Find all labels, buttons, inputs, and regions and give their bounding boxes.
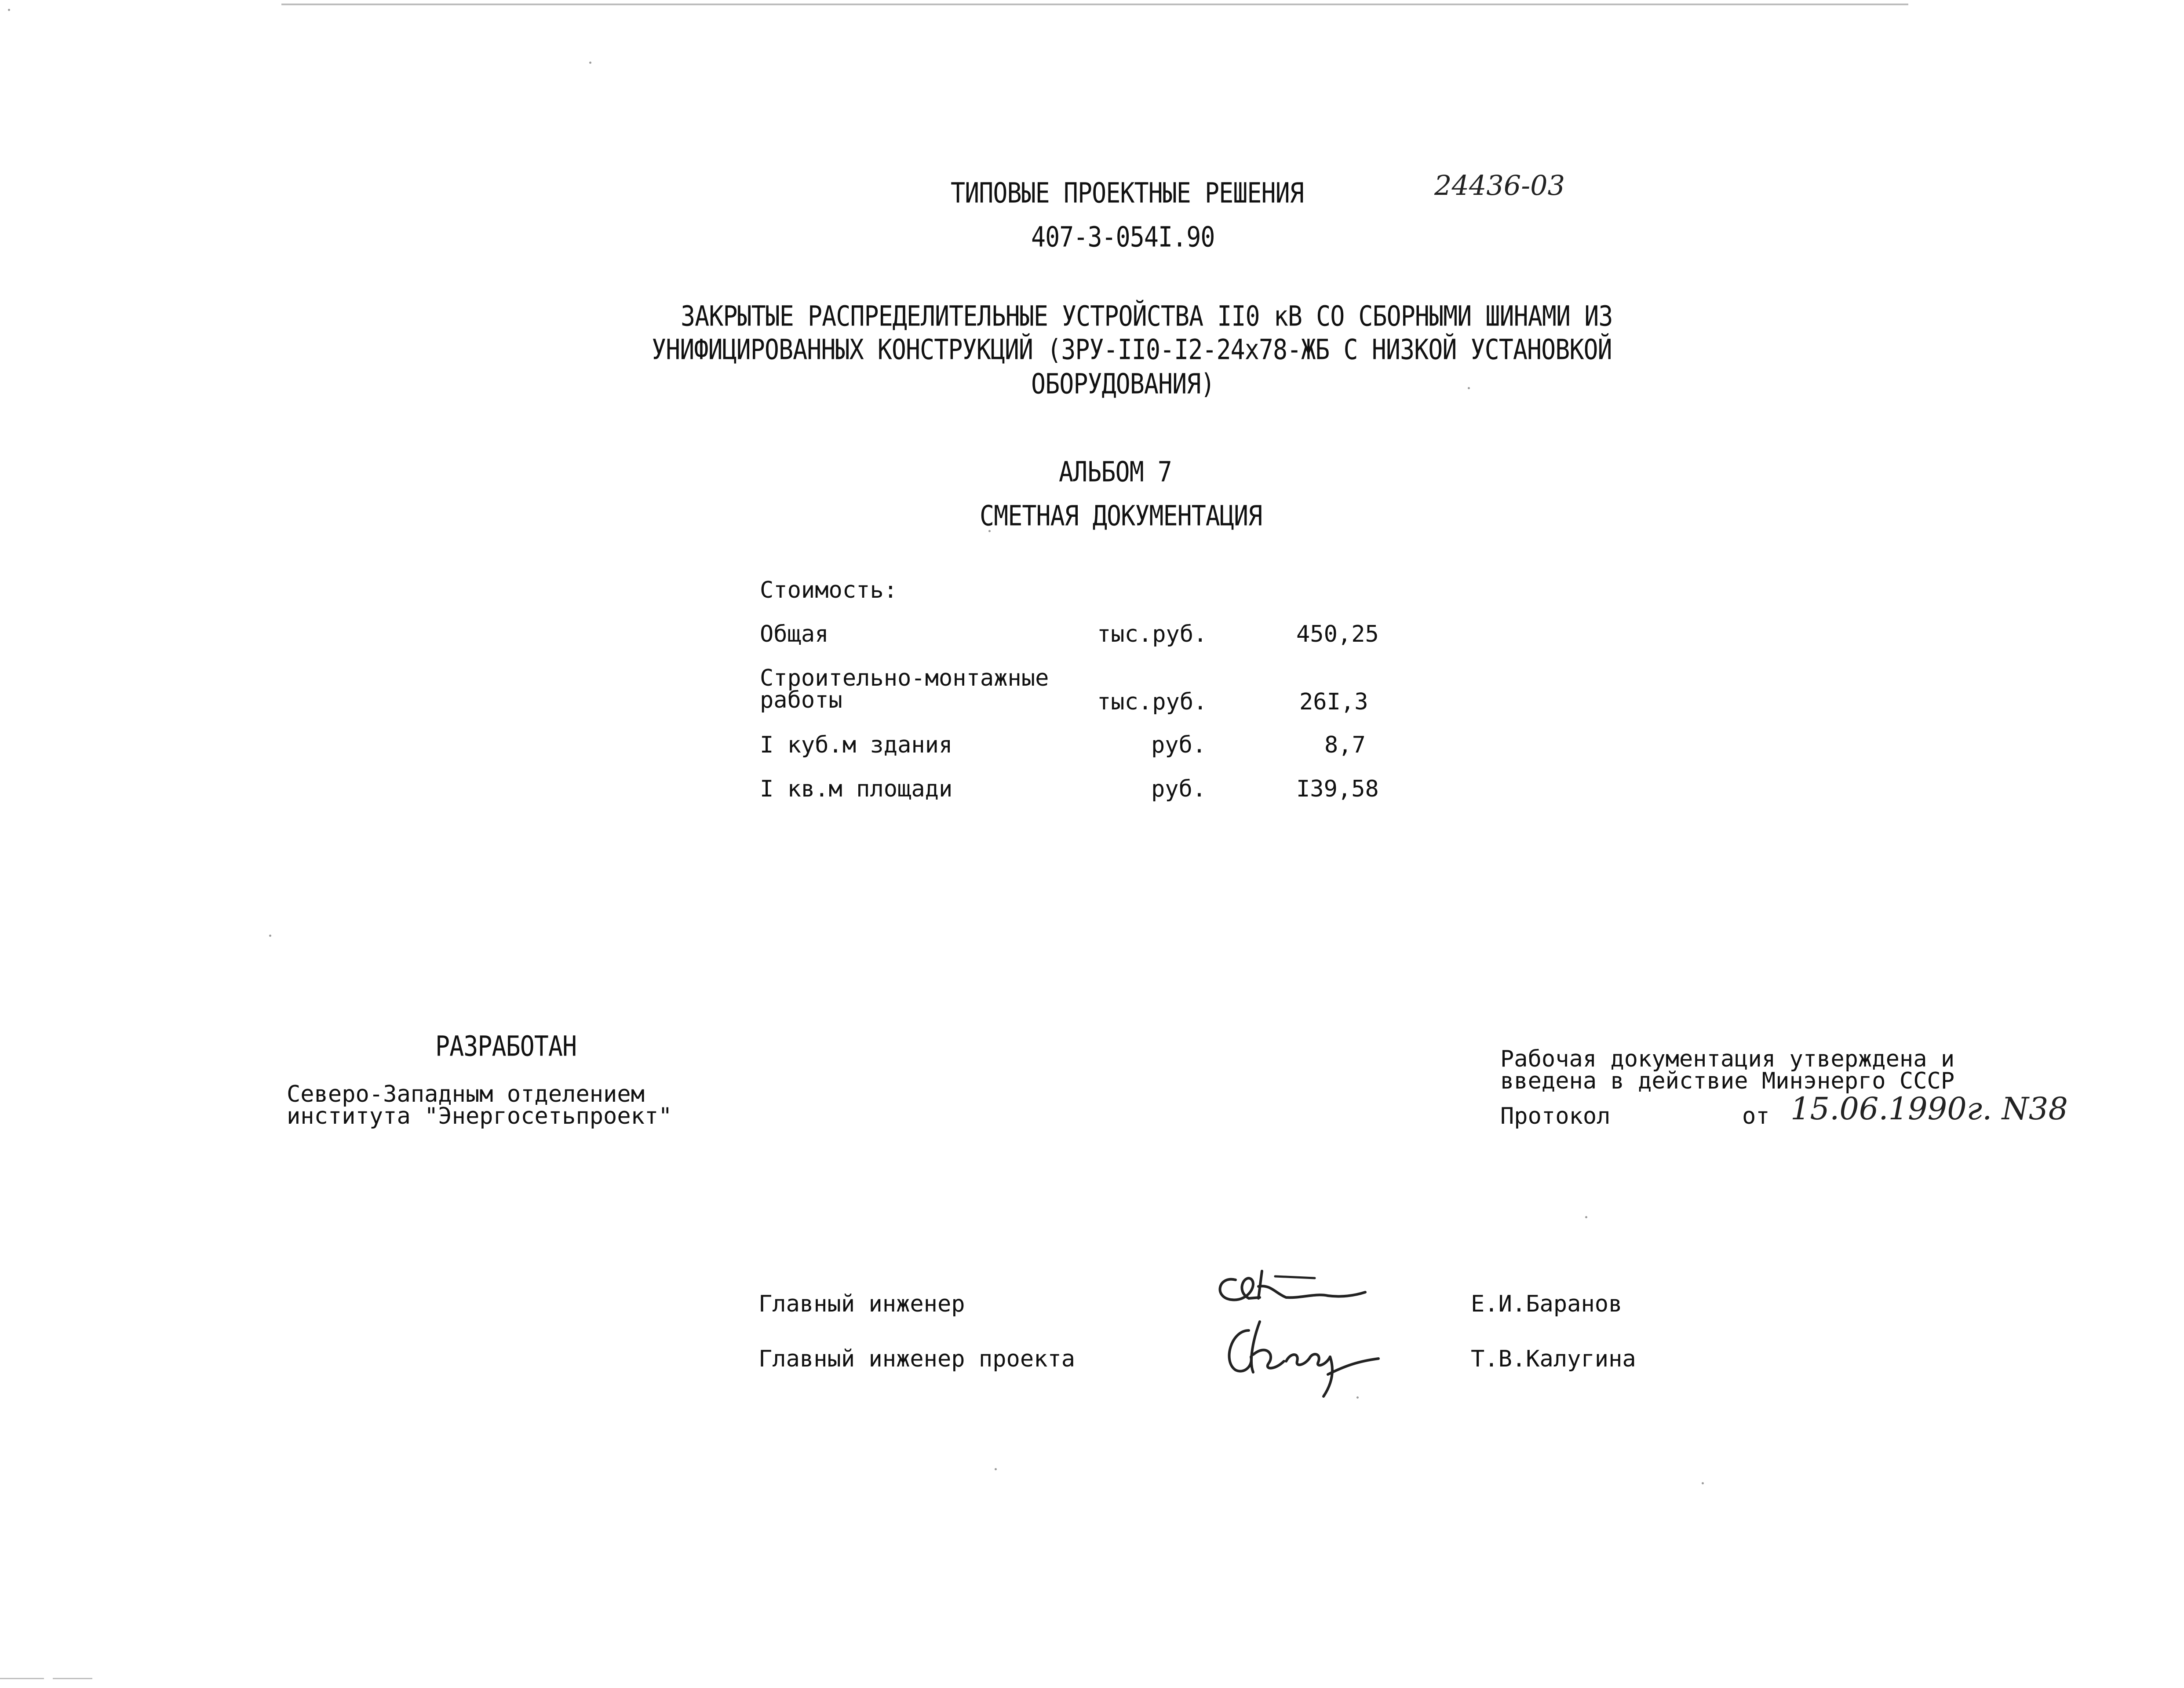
cost-row-value: 26I,3 (1299, 689, 1368, 715)
scan-speck (1585, 1216, 1587, 1218)
cost-row-unit: руб. (1151, 776, 1207, 802)
signature-chief-project-engineer (1218, 1313, 1385, 1401)
chief-project-engineer-role: Главный инженер проекта (758, 1346, 1076, 1372)
developer-line-2: института "Энергосетьпроект" (287, 1103, 672, 1129)
developer-line-1: Северо-Западным отделением (287, 1081, 645, 1107)
cost-row-name: Общая (760, 621, 829, 647)
protocol-label: Протокол (1500, 1103, 1611, 1129)
series-title: ТИПОВЫЕ ПРОЕКТНЫЕ РЕШЕНИЯ (951, 177, 1304, 209)
approval-line-2: введена в действие Минэнерго СССР (1500, 1068, 1955, 1094)
approval-line-1: Рабочая документация утверждена и (1500, 1046, 1955, 1072)
scan-speck (589, 62, 591, 64)
scan-edge-top (281, 4, 1908, 5)
signature-chief-engineer (1209, 1267, 1376, 1315)
scan-edge-bottom-1 (0, 1678, 44, 1679)
cost-row-value: 450,25 (1296, 621, 1379, 647)
scan-speck (269, 935, 271, 937)
chief-engineer-name: Е.И.Баранов (1471, 1291, 1623, 1317)
cost-heading: Стоимость: (760, 577, 898, 603)
cost-row-unit: тыс.руб. (1097, 621, 1207, 647)
scan-speck (8, 9, 10, 11)
cost-row-name: I кв.м площади (760, 776, 953, 802)
cost-row-unit: руб. (1151, 732, 1207, 758)
title-line-1: ЗАКРЫТЫЕ РАСПРЕДЕЛИТЕЛЬНЫЕ УСТРОЙСТВА II0 кВ СО СБОРНЫМИ ШИНАМИ ИЗ (681, 300, 1613, 332)
chief-engineer-role: Главный инженер (758, 1291, 965, 1317)
scan-edge-bottom-2 (53, 1678, 92, 1679)
album-label: АЛЬБОМ 7 (1059, 456, 1172, 488)
title-line-2: УНИФИЦИРОВАННЫХ КОНСТРУКЦИЙ (ЗРУ-II0-I2-24х78-ЖБ С НИЗКОЙ УСТАНОВКОЙ (652, 333, 1612, 366)
chief-project-engineer-name: Т.В.Калугина (1471, 1346, 1636, 1372)
cost-row-value: I39,58 (1296, 776, 1379, 802)
project-code: 407-3-054I.90 (1031, 221, 1215, 253)
scan-speck (1468, 387, 1470, 389)
cost-row-unit: тыс.руб. (1097, 689, 1207, 715)
title-line-3: ОБОРУДОВАНИЯ) (1031, 368, 1215, 400)
cost-row-name: Строительно-монтажные (760, 665, 1049, 691)
protocol-date-handwritten: 15.06.1990г. N38 (1790, 1091, 2068, 1127)
cost-row-name: I куб.м здания (760, 732, 953, 758)
archive-number: 24436-03 (1434, 169, 1565, 201)
cost-row-name-cont: работы (760, 687, 842, 713)
from-label: от (1742, 1103, 1770, 1129)
developer-label: РАЗРАБОТАН (435, 1030, 577, 1063)
scan-speck (995, 1468, 997, 1470)
scan-speck (1702, 1482, 1704, 1484)
cost-row-value: 8,7 (1324, 732, 1366, 758)
album-subtitle: СМЕТНАЯ ДОКУМЕНТАЦИЯ (980, 500, 1262, 532)
